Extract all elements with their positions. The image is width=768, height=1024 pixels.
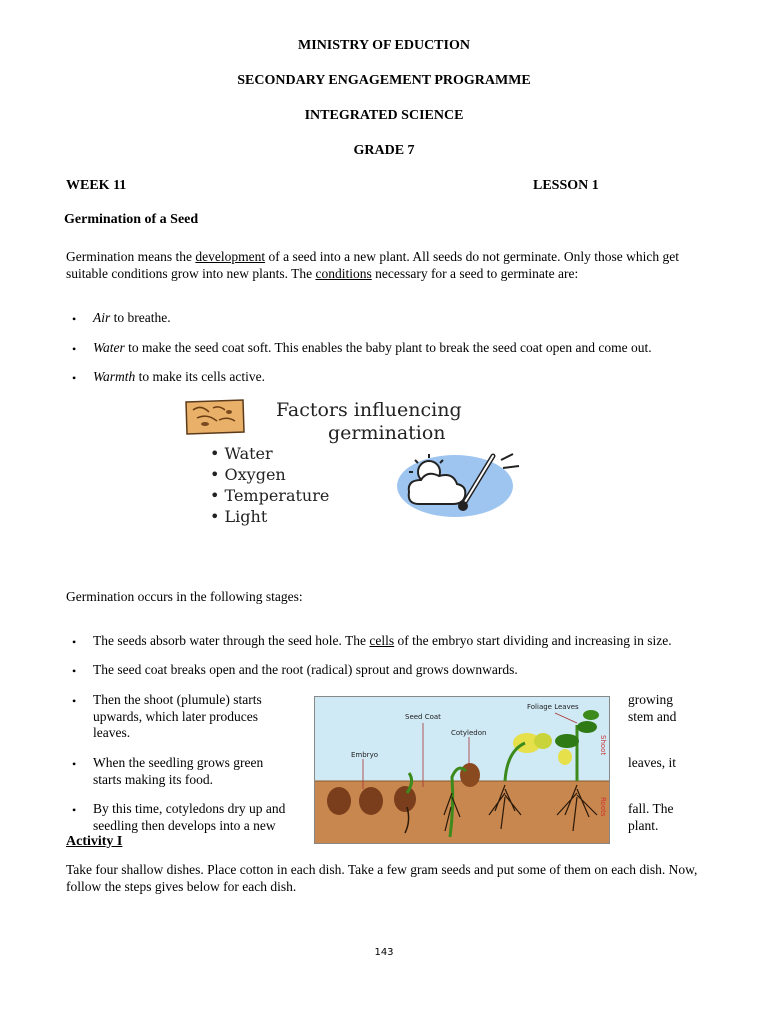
factors-title-line2: germination (328, 422, 446, 444)
condition-term: Water (93, 340, 125, 355)
stage-5-line-1: By this time, cotyledons dry up and (93, 801, 286, 816)
factors-figure (183, 396, 563, 532)
stage-1-underlined-cells: cells (369, 633, 395, 648)
ministry-heading: MINISTRY OF EDUCTION (298, 38, 470, 53)
factor-oxygen: • Oxygen (210, 465, 286, 484)
intro-text-3: necessary for a seed to germinate are: (371, 265, 579, 281)
stage-3-line-1: Then the shoot (plumule) starts (93, 692, 262, 707)
bullet-icon: • (72, 694, 77, 708)
condition-air (93, 310, 171, 327)
stage-3-left (93, 692, 262, 742)
stage-1-text-a: The seeds absorb water through the seed hole. The (93, 633, 370, 648)
stage-4-line-2: starts making its food. (93, 771, 213, 787)
stage-5-right-line-1: fall. The (628, 801, 674, 816)
section-title: Germination of a Seed (64, 212, 199, 227)
intro-underlined-conditions: conditions (315, 265, 372, 281)
stage-3-line-2: upwards, which later produces (93, 708, 258, 724)
stages-intro: Germination occurs in the following stages: (66, 589, 303, 604)
label-shoot: Shoot (599, 735, 607, 756)
condition-term: Warmth (93, 369, 136, 384)
bullet-icon: • (72, 371, 77, 385)
label-seed-coat: Seed Coat (405, 713, 441, 721)
stage-5-left (93, 801, 285, 834)
stage-5-right (628, 801, 673, 834)
factor-water: • Water (210, 444, 273, 463)
programme-heading: SECONDARY ENGAGEMENT PROGRAMME (237, 73, 531, 88)
stage-4-right: leaves, it (628, 755, 676, 770)
intro-underlined-development: development (195, 249, 266, 264)
stage-5-line-2: seedling then develops into a new (93, 817, 276, 833)
week-label: WEEK 11 (66, 178, 127, 193)
factors-title-line1: Factors influencing (276, 399, 462, 421)
page-number: 143 (374, 947, 394, 958)
activity-title: Activity I (66, 834, 123, 849)
bullet-icon: • (72, 803, 77, 817)
label-foliage-leaves: Foliage Leaves (527, 703, 579, 711)
germination-diagram (315, 697, 609, 843)
stage-3-line-3: leaves. (93, 725, 131, 740)
label-cotyledon: Cotyledon (451, 729, 487, 737)
stage-4-line-1: When the seedling grows green (93, 755, 264, 770)
bullet-icon: • (72, 312, 77, 326)
factor-light: • Light (210, 507, 268, 526)
stage-5-right-line-2: plant. (628, 817, 659, 833)
condition-warmth (93, 369, 265, 386)
stage-3-right (628, 692, 676, 725)
factor-temperature: • Temperature (210, 486, 330, 505)
bullet-icon: • (72, 757, 77, 771)
intro-paragraph (66, 249, 706, 282)
label-roots: Roots (599, 797, 607, 817)
condition-term: Air (93, 310, 111, 325)
bullet-icon: • (72, 342, 77, 356)
bullet-icon: • (72, 635, 77, 649)
bullet-icon: • (72, 664, 77, 678)
seed-packet-icon (183, 398, 247, 436)
condition-desc: to make the seed coat soft. This enables the baby plant to break the seed coat open and come out. (124, 340, 652, 355)
intro-text-1: Germination means the (66, 249, 196, 264)
grade-heading: GRADE 7 (353, 143, 415, 158)
stage-2: The seed coat breaks open and the root (radical) sprout and grows downwards. (93, 662, 518, 677)
condition-water (93, 340, 652, 357)
lesson-label: LESSON 1 (533, 178, 599, 193)
stage-3-right-line-1: growing (628, 692, 673, 707)
stage-1-text-b: of the embryo start dividing and increasing in size. (394, 633, 672, 648)
stage-1 (93, 633, 713, 650)
intro-text-2: of a seed into a new plant. All seeds do not germinate. Only those which get suitable conditions grow into new plants. The (66, 249, 679, 281)
stage-3-right-line-2: stem and (628, 708, 677, 724)
condition-desc: to breathe. (110, 310, 171, 325)
condition-desc: to make its cells active. (135, 369, 265, 384)
label-embryo: Embryo (351, 751, 378, 759)
activity-text: Take four shallow dishes. Place cotton in each dish. Take a few gram seeds and put some of them on each dish. Now, follow the steps gives below for each dish. (66, 862, 698, 894)
subject-heading: INTEGRATED SCIENCE (304, 108, 464, 123)
stage-4-left (93, 755, 263, 788)
weather-thermometer-icon (395, 450, 529, 524)
germination-stages-figure (314, 696, 610, 844)
